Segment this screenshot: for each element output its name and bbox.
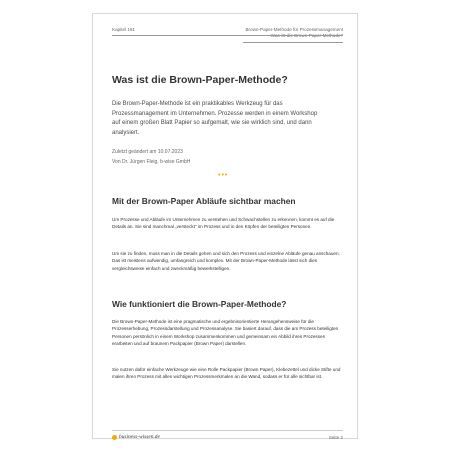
header-divider-2 (243, 42, 343, 43)
logo-dot-icon (112, 435, 117, 440)
article-meta (112, 148, 190, 167)
section-2-paragraph-1: Die Brown-Paper-Methode ist eine pragmatische und ergebnisorientierte Herangehensweise für die Prozesserhebung, Prozessdarstellung und Prozessanalyse. Sie basiert darauf, dass die am Prozess beteiligten Personen persönlich in einem Workshop zusammenkommen und gemeinsam ein Abbild ihres Prozesses erarbeiten und auf braunem Packpapier (Brown Paper) darstellen. (112, 319, 339, 347)
footer-divider (112, 430, 343, 431)
section-2-paragraph-2: Sie nutzen dafür einfache Werkzeuge wie eine Rolle Packpapier (Brown Paper), Klebezettel und dicke Stifte und malen ihren Prozess mit allen wichtigen Prozessmerkmalen an die Wand, sodass er für alle sichtbar ist. (112, 367, 341, 380)
intro-text: Die Brown-Paper-Methode ist ein praktikables Werkzeug für das Prozessmanagement im Unternehmen. Prozesse werden in einem Workshop auf einem großen Blatt Papier so aufgemalt, wie sie wirklich sind, und dann analysiert. (112, 101, 318, 136)
header-divider (112, 35, 343, 36)
author-line: Von Dr. Jürgen Fleig, b-wise GmbH (112, 158, 191, 165)
site-logo[interactable] (112, 434, 160, 440)
updated-date: Zuletzt geändert am 10.07.2023 (112, 149, 183, 155)
separator-dots: ••• (218, 172, 229, 179)
section-heading-1: Mit der Brown-Paper Abläufe sichtbar machen (112, 196, 296, 206)
section-1-paragraph-2: Um sie zu finden, muss man in die Details gehen und sich den Prozess und einzelne Abläufe genau anschauen. Das ist meistens aufwendig, umfangreich und komplex. Mit der Brown-Paper-Methode lässt sich dies vergleichsweise einfach und zweckmäßig bewerkstelligen. (112, 251, 340, 271)
logo-text: business-wissen.de (119, 434, 160, 440)
document-page (92, 13, 358, 439)
page-number: Seite 2 (328, 435, 343, 440)
running-header-line1: Brown-Paper-Methode für Prozessmanagement (245, 27, 343, 32)
running-header-line2: Was ist die Brown-Paper-Methode? (270, 33, 343, 38)
running-header (245, 27, 343, 39)
chapter-label: Kapitel 191 (112, 27, 135, 32)
section-heading-2: Wie funktioniert die Brown-Paper-Methode? (112, 299, 287, 309)
page-title: Was ist die Brown-Paper-Methode? (112, 74, 288, 86)
section-1-paragraph-1: Um Prozesse und Abläufe im Unternehmen zu verstehen und Schwachstellen zu erkennen, kommt es auf die Details an. Sie sind manchmal „versteckt" im Prozess und in den Köpfen der beteiligten Personen. (112, 217, 335, 230)
